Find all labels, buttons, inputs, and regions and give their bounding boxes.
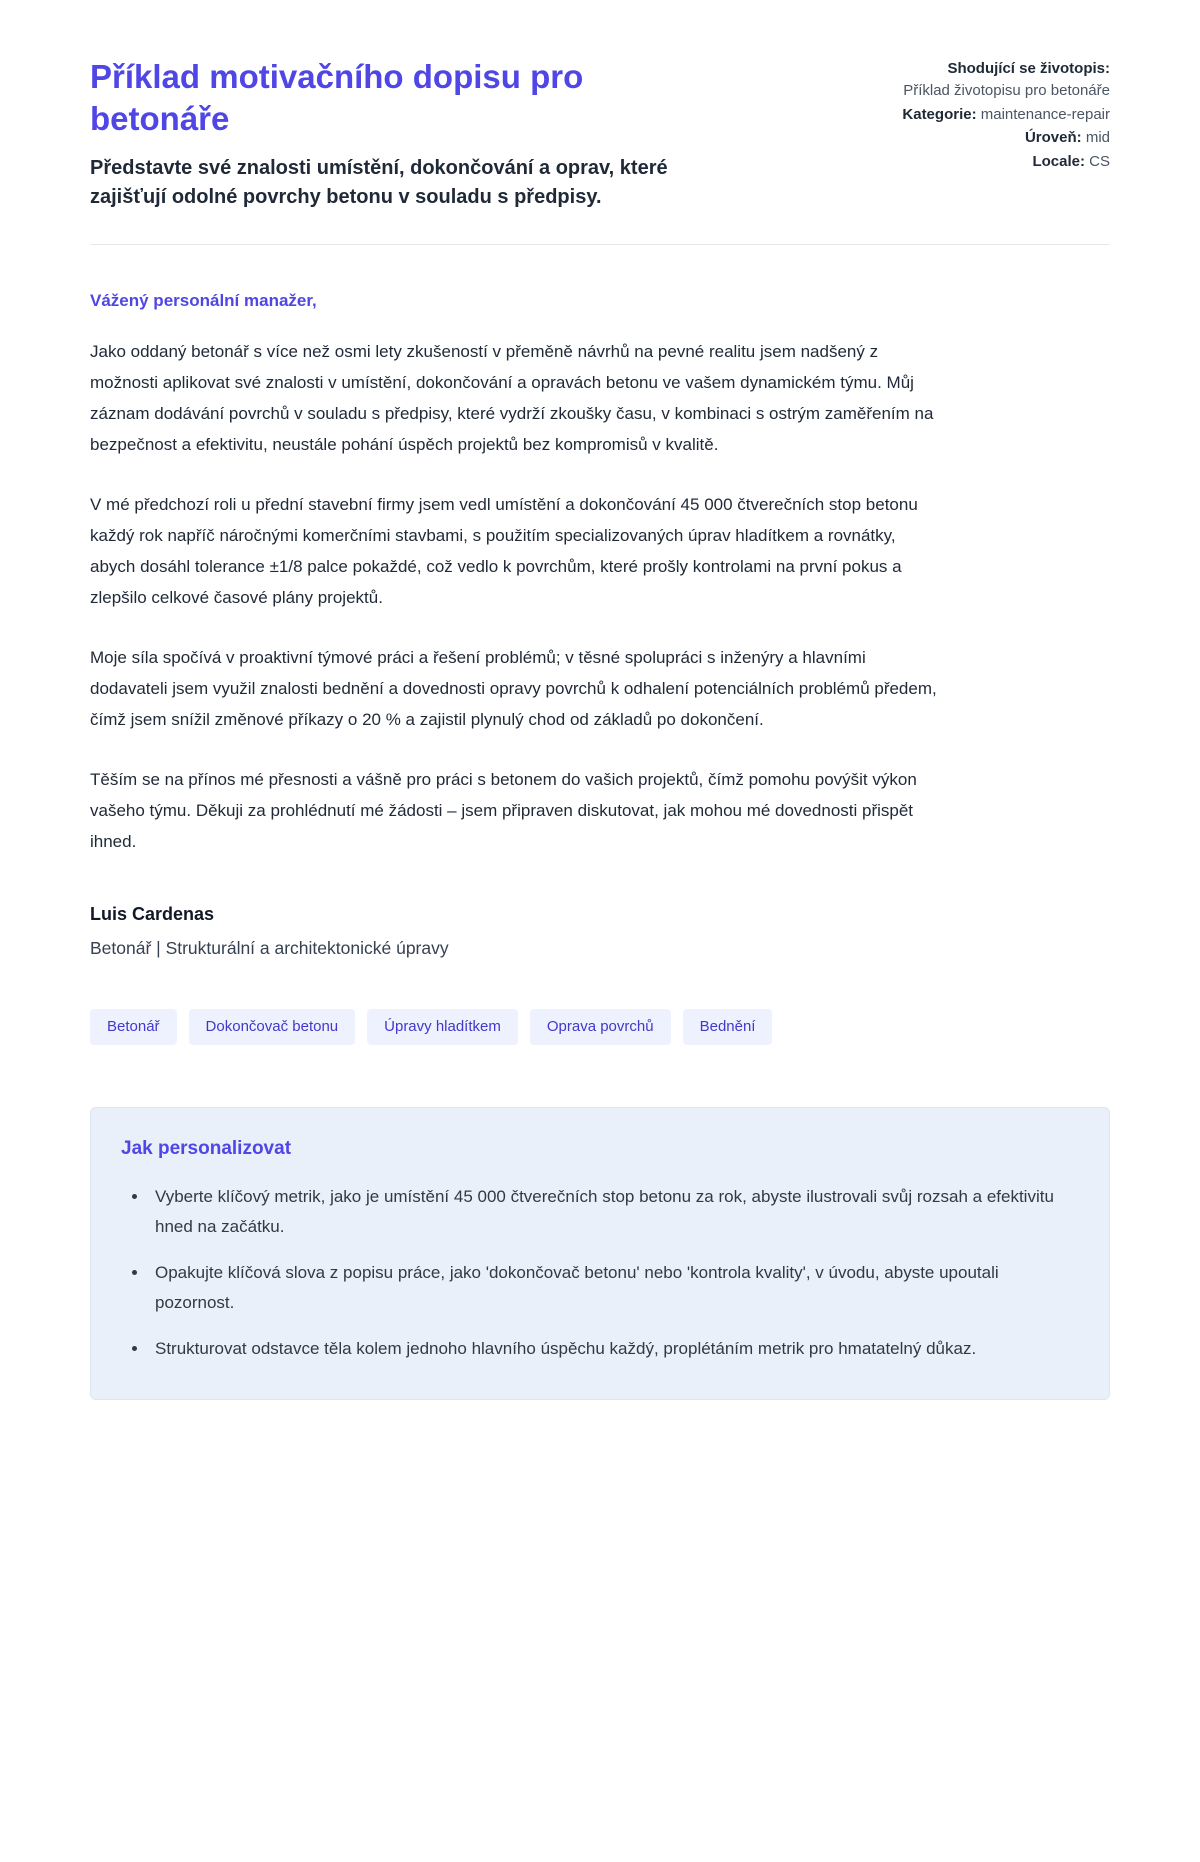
tip-item: • Vyberte klíčový metrik, jako je umístění 45 000 čtverečních stop betonu za rok, abyste ilustrovali svůj rozsah a efektivitu hned na začátku. xyxy=(149,1182,1079,1243)
cover-letter xyxy=(90,291,942,958)
meta-locale xyxy=(900,151,1110,173)
meta-level-label: Úroveň: xyxy=(1024,129,1082,147)
meta-category-value: maintenance-repair xyxy=(980,105,1110,123)
tag-list xyxy=(90,1009,1110,1045)
meta-locale-value: CS xyxy=(1089,153,1110,170)
meta-matching-resume xyxy=(900,58,1110,102)
letter-greeting: Vážený personální manažer, xyxy=(90,291,317,311)
content-container xyxy=(90,0,1110,1454)
header-divider xyxy=(90,244,1110,245)
tag-chip[interactable]: Bednění xyxy=(683,1009,773,1045)
tips-title: Jak personalizovat xyxy=(121,1137,292,1159)
tag-chip[interactable]: Oprava povrchů xyxy=(530,1009,671,1045)
page-subtitle: Představte své znalosti umístění, dokončování a oprav, které zajišťují odolné povrchy betonu v souladu s předpisy. xyxy=(90,157,668,209)
signature-title: Betonář | Strukturální a architektonické úpravy xyxy=(90,937,449,958)
tag-chip[interactable]: Betonář xyxy=(90,1009,177,1045)
header-left xyxy=(90,56,770,212)
tip-item: • Strukturovat odstavce těla kolem jednoho hlavního úspěchu každý, proplétáním metrik pro hmatatelný důkaz. xyxy=(149,1334,1079,1365)
meta-matching-resume-value: Příklad životopisu pro betonáře xyxy=(903,81,1110,99)
letter-paragraph: V mé předchozí roli u přední stavební firmy jsem vedl umístění a dokončování 45 000 čtverečních stop betonu každý rok napříč náročnými komerčními stavbami, s použitím specializovaných úprav hladítkem a rovnátky, abych dosáhl tolerance ±1/8 palce pokaždé, což vedlo k povrchům, které prošly kontrolami na první pokus a zlepšilo celkové časové plány projektů. xyxy=(90,495,918,608)
page-title: Příklad motivačního dopisu pro betonáře xyxy=(90,58,584,138)
tag-chip[interactable]: Úpravy hladítkem xyxy=(367,1009,518,1045)
meta-panel xyxy=(900,56,1110,175)
tips-list xyxy=(121,1182,1079,1365)
tag-chip[interactable]: Dokončovač betonu xyxy=(189,1009,356,1045)
letter-paragraph: Moje síla spočívá v proaktivní týmové práci a řešení problémů; v těsné spolupráci s inženýry a hlavními dodavateli jsem využil znalosti bednění a dovednosti opravy povrchů k odhalení potenciálních problémů předem, čímž jsem snížil změnové příkazy o 20 % a zajistil plynulý chod od základů po dokončení. xyxy=(90,647,937,729)
meta-matching-resume-label: Shodující se životopis: xyxy=(947,60,1110,77)
letter-paragraph: Těším se na přínos mé přesnosti a vášně pro práci s betonem do vašich projektů, čímž pomohu povýšit výkon vašeho týmu. Děkuji za prohlédnutí mé žádosti – jsem připraven diskutovat, jak mohou mé dovednosti přispět ihned. xyxy=(90,769,917,851)
meta-category xyxy=(900,104,1110,126)
signature-name: Luis Cardenas xyxy=(90,903,215,924)
meta-category-label: Kategorie: xyxy=(902,105,977,123)
personalization-tips-box xyxy=(90,1107,1110,1400)
letter-paragraph: Jako oddaný betonář s více než osmi lety zkušeností v přeměně návrhů na pevné realitu jsem nadšený z možnosti aplikovat své znalosti v umístění, dokončování a opravách betonu ve vašem dynamickém týmu. Můj záznam dodávání povrchů v souladu s předpisy, které vydrží zkoušky času, v kombinaci s ostrým zaměřením na bezpečnost a efektivitu, neustále pohání úspěch projektů bez kompromisů v kvalitě. xyxy=(90,342,934,455)
tip-item: • Opakujte klíčová slova z popisu práce, jako 'dokončovač betonu' nebo 'kontrola kvality', v úvodu, abyste upoutali pozornost. xyxy=(149,1258,1079,1319)
meta-level xyxy=(900,127,1110,149)
meta-locale-label: Locale: xyxy=(1032,153,1085,170)
header xyxy=(90,56,1110,212)
meta-level-value: mid xyxy=(1085,129,1110,147)
signature-block xyxy=(90,904,942,959)
